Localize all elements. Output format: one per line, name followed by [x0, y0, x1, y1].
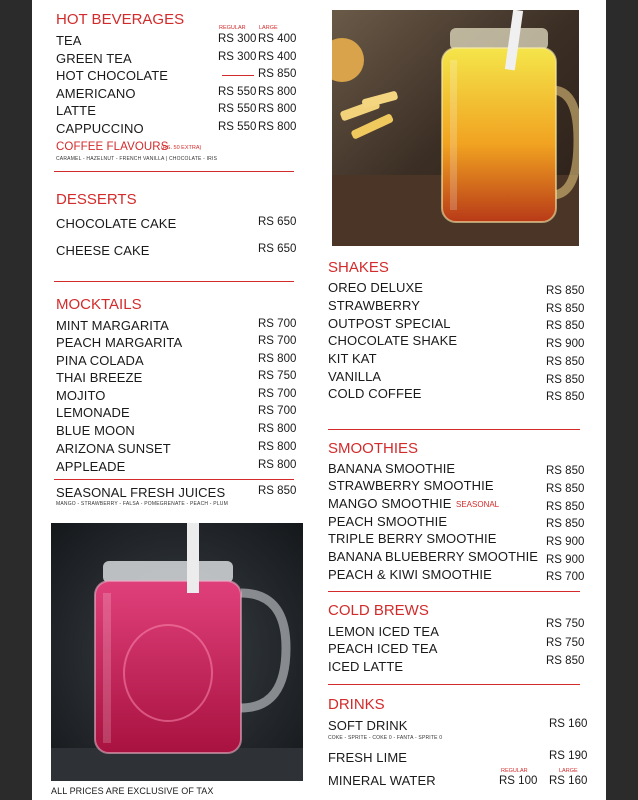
menu-item-name: VANILLA: [328, 369, 382, 384]
menu-item-name: ICED LATTE: [328, 659, 404, 674]
menu-item-price: RS 750: [546, 637, 585, 649]
menu-item-name: MINERAL WATER: [328, 773, 436, 788]
col-large-label: LARGE: [259, 25, 278, 31]
menu-item-price: RS 700: [258, 335, 297, 347]
menu-item-price-regular: RS 300: [218, 33, 257, 45]
menu-item-price: RS 850: [546, 518, 585, 530]
menu-item-name: STRAWBERRY SMOOTHIE: [328, 478, 494, 493]
seasonal-juices-list: MANGO - STRAWBERRY - FALSA - POMEGRENATE - PEACH - PLUM: [56, 501, 228, 507]
no-regular-dash: [222, 75, 254, 76]
menu-item-price: RS 800: [258, 441, 297, 453]
menu-item-price: RS 700: [546, 571, 585, 583]
divider: [54, 281, 294, 282]
menu-item-name: PEACH SMOOTHIE: [328, 514, 448, 529]
menu-item-name: BANANA SMOOTHIE: [328, 461, 456, 476]
menu-item-price: RS 850: [546, 391, 585, 403]
section-title-mocktails: MOCKTAILS: [56, 296, 142, 313]
menu-item-name: COLD COFFEE: [328, 386, 422, 401]
orange-drink-photo: [332, 10, 579, 246]
menu-item-price: RS 750: [546, 618, 585, 630]
section-title-desserts: DESSERTS: [56, 191, 137, 208]
menu-item-name: THAI BREEZE: [56, 370, 143, 385]
menu-item-price: RS 160: [549, 718, 588, 730]
menu-item-name: LEMON ICED TEA: [328, 624, 439, 639]
menu-item-name: OUTPOST SPECIAL: [328, 316, 451, 331]
menu-item-name: LEMONADE: [56, 405, 130, 420]
divider: [328, 591, 580, 592]
menu-item-price-large: RS 400: [258, 33, 297, 45]
menu-item-price: RS 850: [546, 374, 585, 386]
seasonal-juices-price: RS 850: [258, 485, 297, 497]
menu-page: [32, 0, 606, 800]
menu-item-name: HOT CHOCOLATE: [56, 68, 169, 83]
menu-item-price: RS 900: [546, 338, 585, 350]
seasonal-juices-name: SEASONAL FRESH JUICES: [56, 485, 226, 500]
menu-item-name: CHEESE CAKE: [56, 243, 150, 258]
menu-item-price: RS 850: [546, 655, 585, 667]
divider: [328, 429, 580, 430]
menu-item-name: SOFT DRINK: [328, 718, 408, 733]
menu-item-price: RS 190: [549, 750, 588, 762]
red-smoothie-illustration: [51, 523, 303, 781]
menu-item-name: PEACH ICED TEA: [328, 641, 438, 656]
divider: [54, 479, 294, 480]
menu-item-name: KIT KAT: [328, 351, 377, 366]
col-regular-label: REGULAR: [219, 25, 246, 31]
divider: [54, 171, 294, 172]
menu-item-name: LATTE: [56, 103, 96, 118]
col-regular-label: REGULAR: [501, 768, 528, 774]
menu-item-name: PINA COLADA: [56, 353, 144, 368]
menu-item-name: APPLEADE: [56, 459, 126, 474]
section-title-cold-brews: COLD BREWS: [328, 602, 429, 619]
menu-item-price-large: RS 800: [258, 86, 297, 98]
menu-item-name: CHOCOLATE CAKE: [56, 216, 177, 231]
menu-item-name: TEA: [56, 33, 82, 48]
menu-item-name: MOJITO: [56, 388, 106, 403]
menu-item-price: RS 850: [546, 285, 585, 297]
menu-item-price: RS 850: [546, 303, 585, 315]
menu-item-price: RS 800: [258, 423, 297, 435]
section-title-drinks: DRINKS: [328, 696, 385, 713]
menu-item-name: ARIZONA SUNSET: [56, 441, 171, 456]
menu-item-price: RS 850: [546, 356, 585, 368]
menu-item-price: RS 750: [258, 370, 297, 382]
menu-item-name: STRAWBERRY: [328, 298, 421, 313]
seasonal-tag: SEASONAL: [456, 500, 500, 509]
coffee-flavours-list: CARAMEL - HAZELNUT - FRENCH VANILLA | CHOCOLATE - IRIS: [56, 156, 218, 162]
menu-item-price: RS 800: [258, 459, 297, 471]
menu-item-name: OREO DELUXE: [328, 280, 424, 295]
menu-item-name: AMERICANO: [56, 86, 136, 101]
menu-item-price: RS 800: [258, 353, 297, 365]
red-smoothie-photo: [51, 523, 303, 781]
coffee-flavours-title: COFFEE FLAVOURS: [56, 141, 169, 153]
menu-item-name: PEACH MARGARITA: [56, 335, 183, 350]
menu-item-price: RS 850: [546, 483, 585, 495]
section-title-hot-beverages: HOT BEVERAGES: [56, 11, 185, 28]
menu-item-price-large: RS 850: [258, 68, 297, 80]
menu-item-price-large: RS 400: [258, 51, 297, 63]
menu-item-name: MINT MARGARITA: [56, 318, 169, 333]
menu-item-price: RS 850: [546, 465, 585, 477]
section-title-shakes: SHAKES: [328, 259, 389, 276]
col-large-label: LARGE: [559, 768, 578, 774]
tax-note: ALL PRICES ARE EXCLUSIVE OF TAX: [51, 786, 214, 796]
menu-item-price: RS 700: [258, 388, 297, 400]
menu-item-price: RS 700: [258, 405, 297, 417]
menu-item-price: RS 700: [258, 318, 297, 330]
menu-item-price: RS 850: [546, 501, 585, 513]
menu-item-price-regular: RS 100: [499, 775, 538, 787]
orange-drink-illustration: [332, 10, 579, 246]
divider: [328, 684, 580, 685]
menu-item-name: FRESH LIME: [328, 750, 408, 765]
menu-item-name: BANANA BLUEBERRY SMOOTHIE: [328, 549, 539, 564]
menu-item-name: BLUE MOON: [56, 423, 135, 438]
menu-item-price: RS 900: [546, 554, 585, 566]
menu-item-name: TRIPLE BERRY SMOOTHIE: [328, 531, 497, 546]
menu-item-price: RS 650: [258, 243, 297, 255]
menu-item-price: RS 900: [546, 536, 585, 548]
soft-drink-list: COKE - SPRITE - COKE 0 - FANTA - SPRITE 0: [328, 735, 443, 741]
menu-item-price: RS 850: [546, 320, 585, 332]
menu-item-price: RS 650: [258, 216, 297, 228]
menu-item-name: GREEN TEA: [56, 51, 132, 66]
menu-item-price-large: RS 160: [549, 775, 588, 787]
menu-item-price-regular: RS 550: [218, 103, 257, 115]
menu-item-price-large: RS 800: [258, 121, 297, 133]
menu-item-name: MANGO SMOOTHIE: [328, 496, 452, 511]
menu-item-price-regular: RS 550: [218, 121, 257, 133]
menu-item-price-regular: RS 300: [218, 51, 257, 63]
menu-item-price-regular: RS 550: [218, 86, 257, 98]
menu-item-name: PEACH & KIWI SMOOTHIE: [328, 567, 492, 582]
menu-item-name: CHOCOLATE SHAKE: [328, 333, 458, 348]
section-title-smoothies: SMOOTHIES: [328, 440, 419, 457]
menu-item-price-large: RS 800: [258, 103, 297, 115]
coffee-flavours-extra: (RS. 50 EXTRA): [161, 145, 202, 151]
menu-item-name: CAPPUCCINO: [56, 121, 144, 136]
